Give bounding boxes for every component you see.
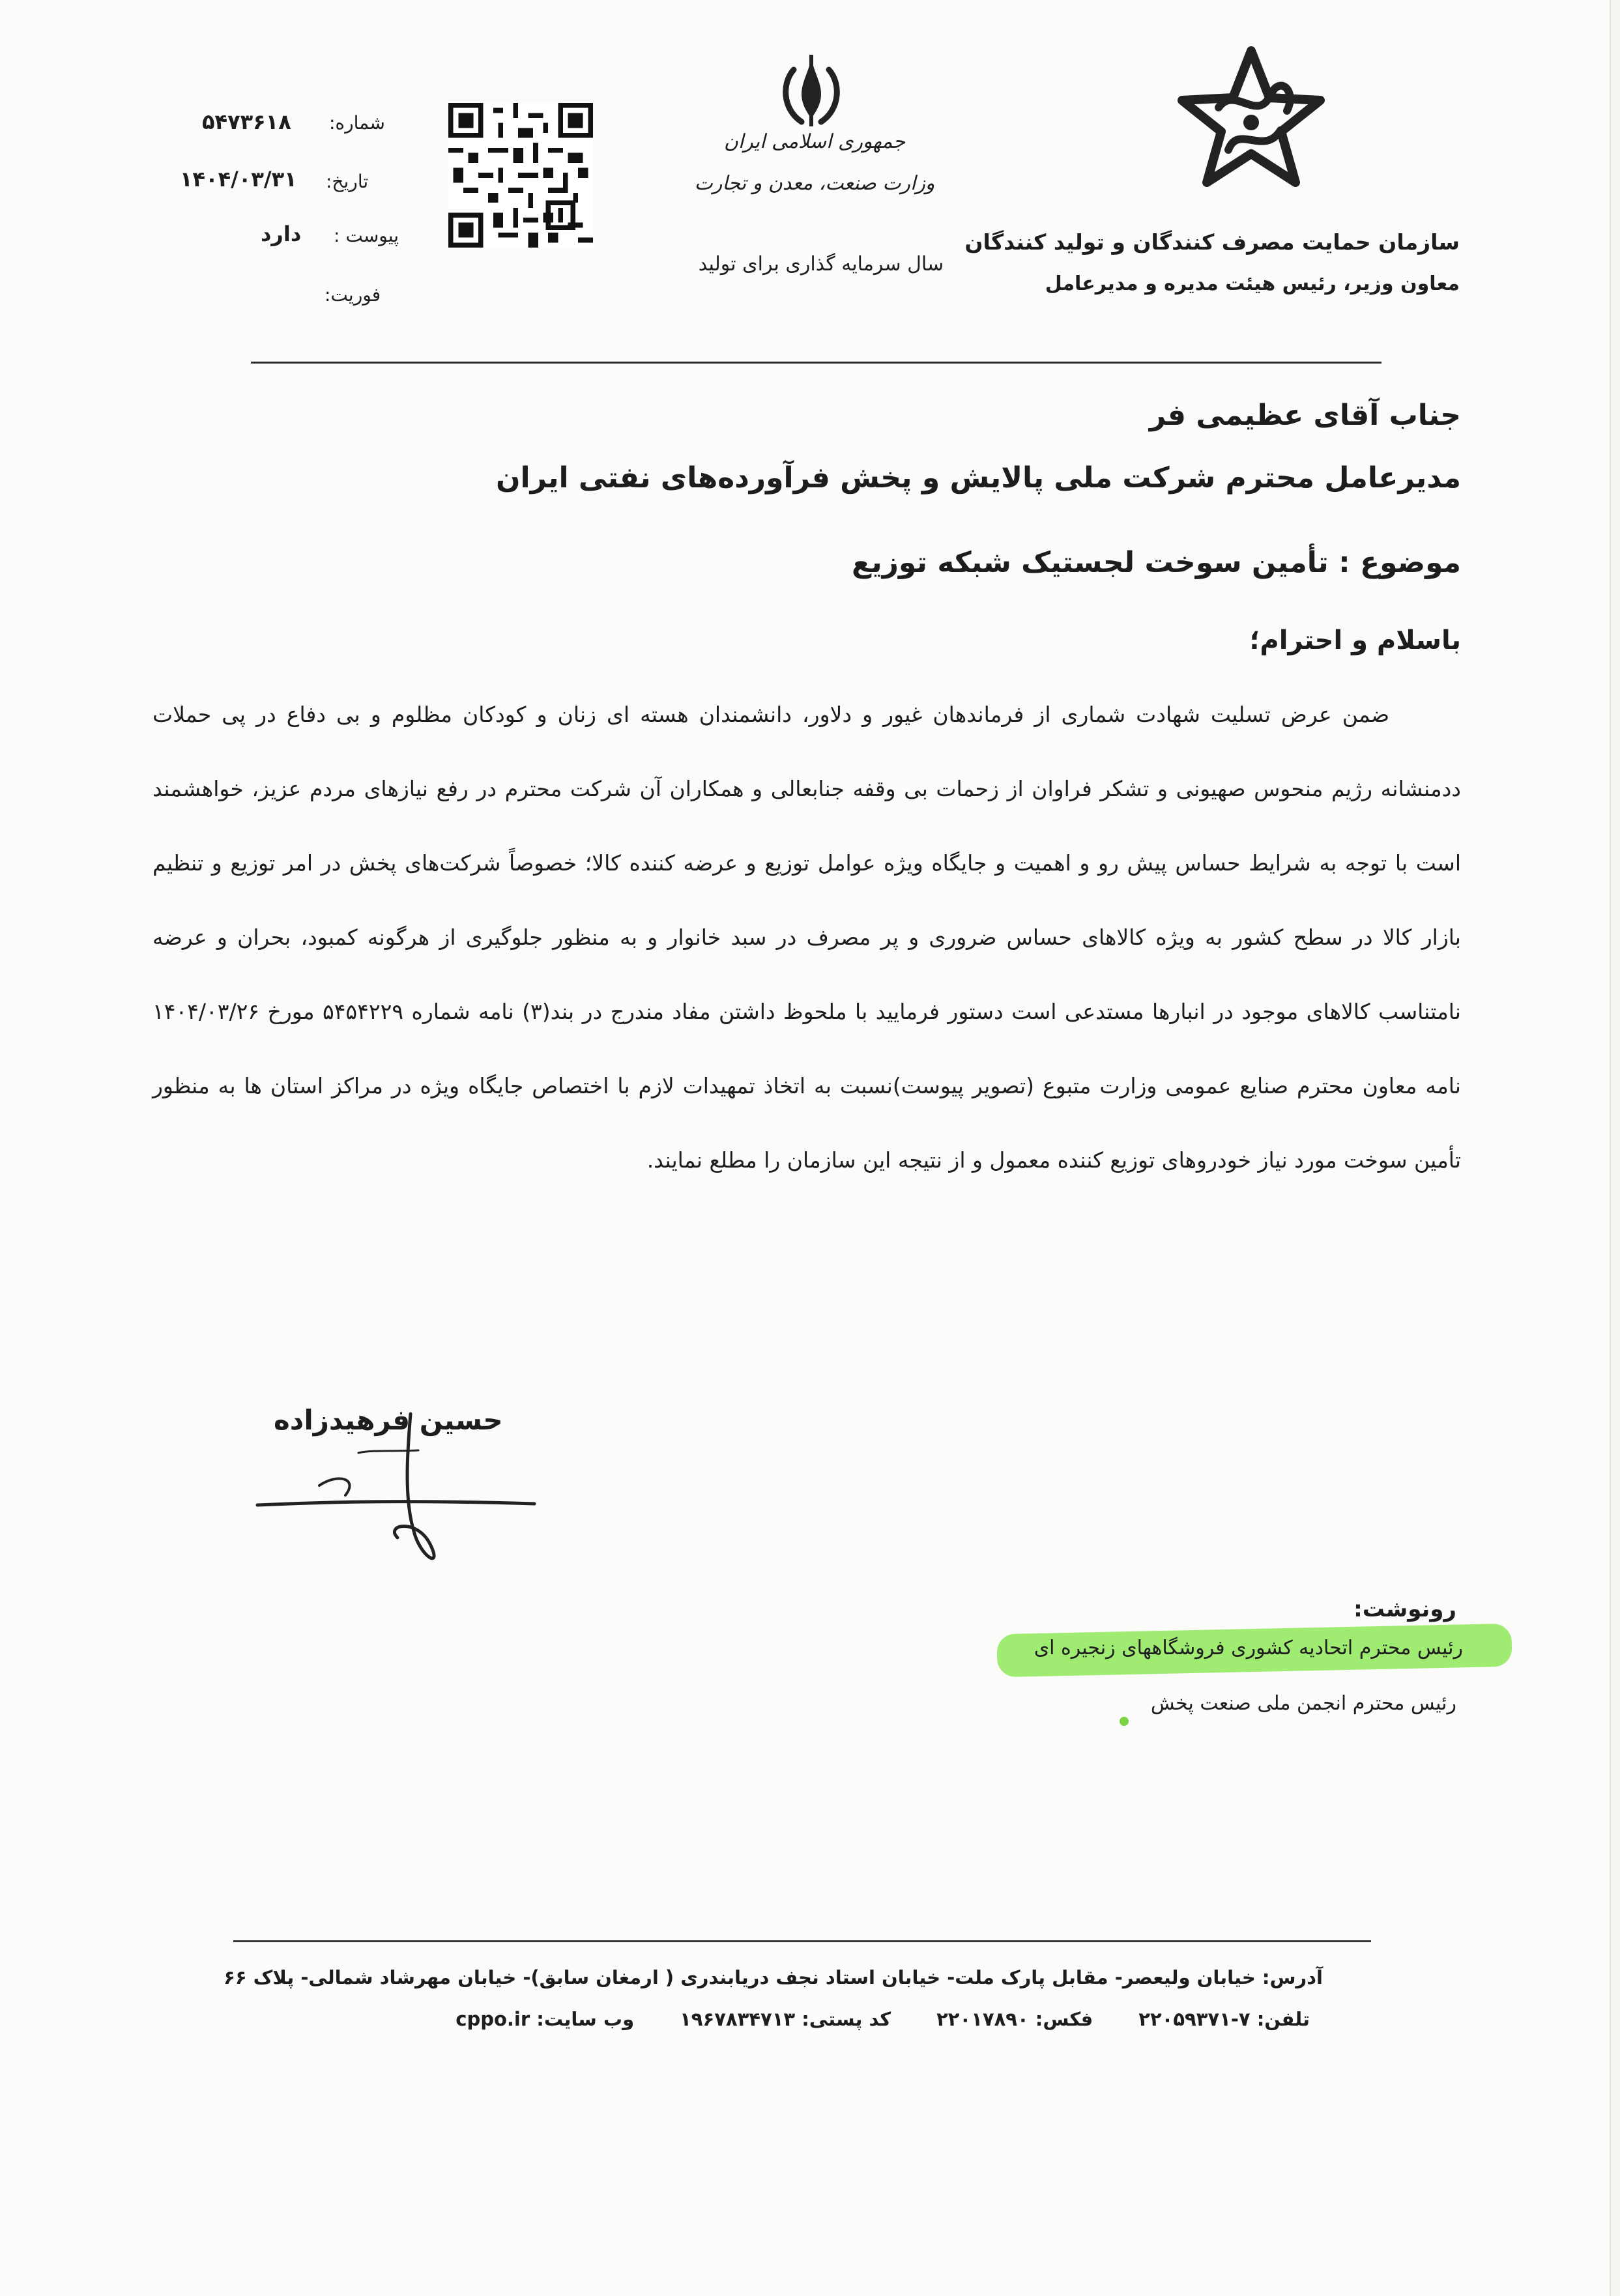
addressee-name: جناب آقای عظیمی فر: [1149, 399, 1461, 432]
footer-address: آدرس: خیابان ولیعصر- مقابل پارک ملت- خیابان استاد نجف دریابندری ( ارمغان سابق)- خیابان مهرشاد شمالی- پلاک ۶۶: [224, 1966, 1323, 1988]
greeting: باسلام و احترام؛: [1249, 625, 1461, 655]
ministry-line-2: وزارت صنعت، معدن و تجارت: [694, 172, 935, 195]
highlighter-dot: [1120, 1717, 1129, 1726]
organization-name: سازمان حمایت مصرف کنندگان و تولید کنندگان: [964, 229, 1460, 255]
date-label: تاریخ:: [326, 171, 369, 192]
national-emblem-icon: [775, 53, 847, 132]
date-value: ۱۴۰۴/۰۳/۳۱: [180, 167, 297, 192]
cc-title: رونوشت:: [1353, 1596, 1456, 1622]
number-value: ۵۴۷۳۶۱۸: [202, 109, 291, 134]
organization-logo-icon: [1173, 46, 1329, 195]
letter-body: ضمن عرض تسلیت شهادت شماری از فرماندهان غیور و دلاور، دانشمندان هسته ای زنان و کودکان مظلوم و بی دفاع در پی حملات ددمنشانه رژیم منحوس صهیونی و تشکر فراوان از زحمات بی وقفه جنابعالی و همکاران آن شرکت محترم در رفع نیازهای مردم عزیز، خواهشمند است با توجه به شرایط حساس پیش رو و اهمیت و جایگاه ویژه عوامل توزیع و عرضه کننده کالا؛ خصوصاً شرکت‌های پخش در امر توزیع و تنظیم بازار کالا در سطح کشور به ویژه کالاهای حساس ضروری و پر مصرف در سبد خانوار و به منظور جلوگیری از هرگونه کمبود، بحران و عرضه نامتناسب کالاهای موجود در انبارها مستدعی است دستور فرمایید با ملحوظ داشتن مفاد مندرج در بند(۳) نامه شماره ۵۴۵۴۲۲۹ مورخ ۱۴۰۴/۰۳/۲۶ نامه معاون محترم صنایع عمومی وزارت متبوع (تصویر پیوست)نسبت به اتخاذ تمهیدات لازم با اختصاص جایگاه ویژه در مراکز استان ها به منظور تأمین سوخت مورد نیاز خودروهای توزیع کننده معمول و از نتیجه این سازمان را مطلع نمایند.: [152, 702, 1461, 1173]
ministry-line-1: جمهوری اسلامی ایران: [723, 130, 906, 153]
footer-fax: فکس: ۲۲۰۱۷۸۹۰: [936, 2008, 1093, 2030]
footer-contacts: [456, 2008, 1310, 2030]
footer-divider: [233, 1940, 1371, 1942]
header-divider: [251, 362, 1381, 364]
attachment-label: پیوست :: [334, 225, 399, 246]
urgency-label: فوریت:: [325, 284, 381, 306]
cc-recipient-1: رئیس محترم اتحادیه کشوری فروشگاههای زنجیره ای: [1034, 1637, 1463, 1659]
qr-code-icon[interactable]: [448, 103, 593, 248]
footer-phone: تلفن: ۷-۲۲۰۵۹۳۷۱: [1138, 2008, 1310, 2030]
attachment-value: دارد: [261, 222, 302, 246]
number-label: شماره:: [329, 112, 385, 134]
footer-postal-code: کد پستی: ۱۹۶۷۸۳۴۷۱۳: [680, 2008, 891, 2030]
footer-website[interactable]: وب سایت: cppo.ir: [456, 2008, 635, 2030]
organization-subtitle: معاون وزیر، رئیس هیئت مدیره و مدیرعامل: [1045, 272, 1460, 295]
cc-recipient-2: رئیس محترم انجمن ملی صنعت پخش: [1150, 1692, 1456, 1715]
letter-subject: موضوع : تأمین سوخت لجستیک شبکه توزیع: [852, 546, 1461, 579]
year-slogan: سال سرمایه گذاری برای تولید: [698, 253, 944, 276]
addressee-title: مدیرعامل محترم شرکت ملی پالایش و پخش فرآورده‌های نفتی ایران: [495, 461, 1461, 495]
signatory-name: حسین فرهیدزاده: [274, 1404, 503, 1436]
